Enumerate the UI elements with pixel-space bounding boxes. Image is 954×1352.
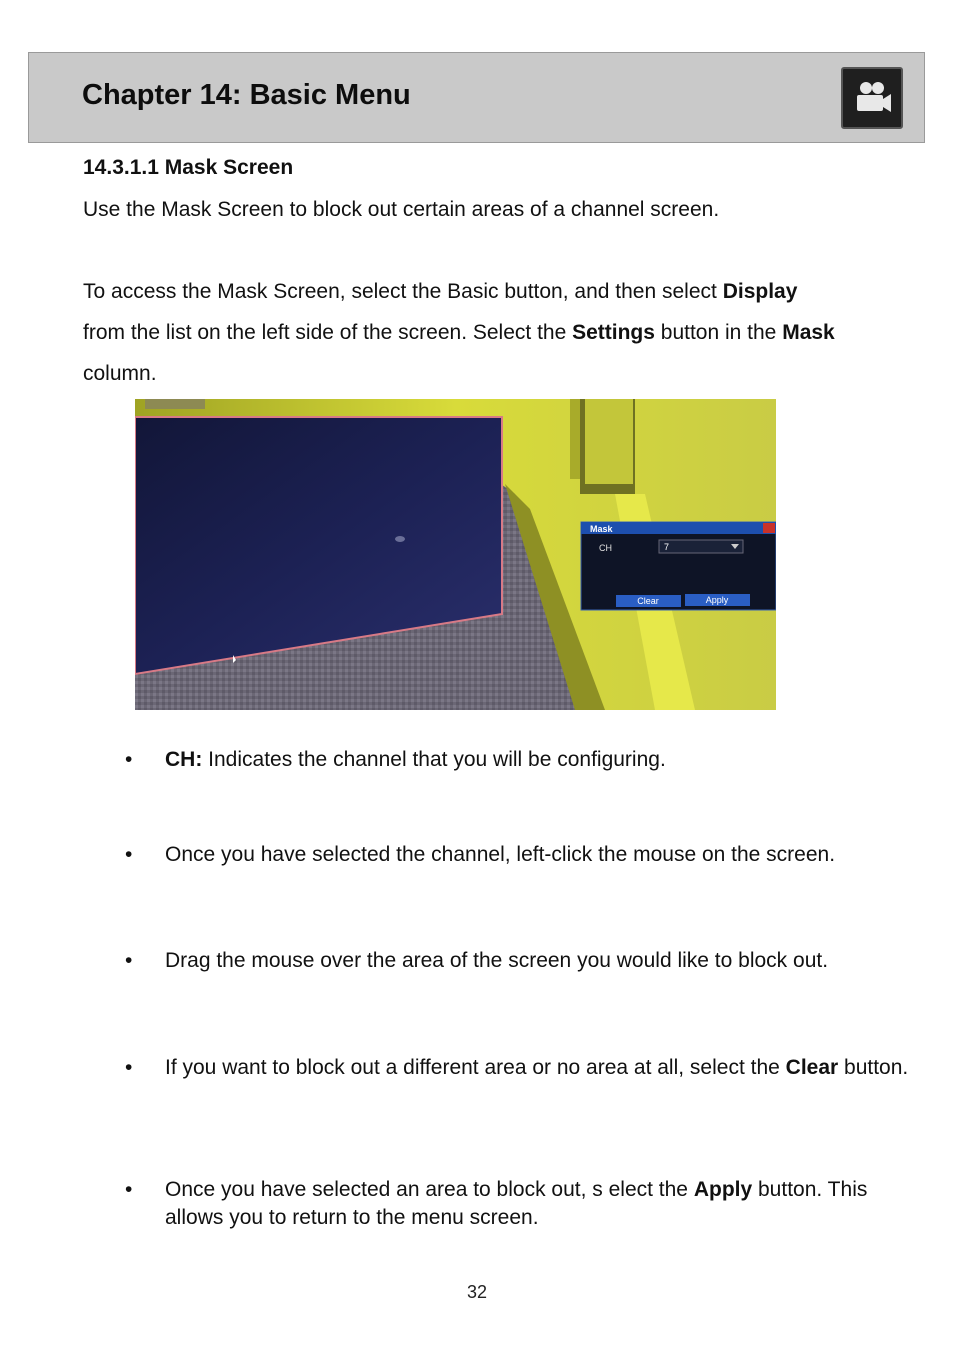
page-number: 32 — [466, 1282, 488, 1302]
bullet-clear: If you want to block out a different area or no area at all, select the Clear button. — [165, 1056, 909, 1079]
bullet-select: Once you have selected the channel, left-click the mouse on the screen. — [165, 843, 836, 866]
mask-screen-photo — [135, 399, 776, 710]
chapter-header — [28, 52, 925, 143]
bullet-ch: CH: Indicates the channel that you will be configuring. — [165, 748, 666, 771]
section-heading: 14.3.1.1 Mask Screen — [83, 156, 294, 179]
bullet-apply: Once you have selected an area to block out, s elect the Apply button. This allows you to return to the menu screen. — [165, 1178, 868, 1229]
ch-select[interactable] — [659, 540, 743, 553]
chapter-title: Chapter 14: Basic Menu — [82, 79, 411, 111]
clear-button-label: Clear — [637, 596, 659, 606]
bullet-dot-select: • — [125, 843, 133, 866]
bullet-drag: Drag the mouse over the area of the screen you would like to block out. — [165, 949, 829, 972]
close-icon[interactable] — [763, 523, 775, 533]
access-paragraph: To access the Mask Screen, select the Basic button, and then select Display from the list on the left side of the screen. Select the Settings button in the Mask column. — [83, 280, 835, 385]
bullet-dot-drag: • — [125, 949, 133, 972]
ch-value: 7 — [664, 542, 670, 552]
bullet-dot-apply: • — [125, 1178, 133, 1201]
apply-button-label: Apply — [705, 595, 729, 605]
bullet-dot-clear: • — [125, 1056, 133, 1079]
intro-paragraph: Use the Mask Screen to block out certain areas of a channel screen. — [83, 198, 720, 221]
bullet-dot-ch: • — [125, 748, 133, 771]
mask-dialog — [581, 522, 776, 610]
mask-dialog-title: Mask — [590, 524, 613, 534]
camera-icon — [841, 67, 903, 129]
ch-label: CH — [599, 543, 612, 553]
